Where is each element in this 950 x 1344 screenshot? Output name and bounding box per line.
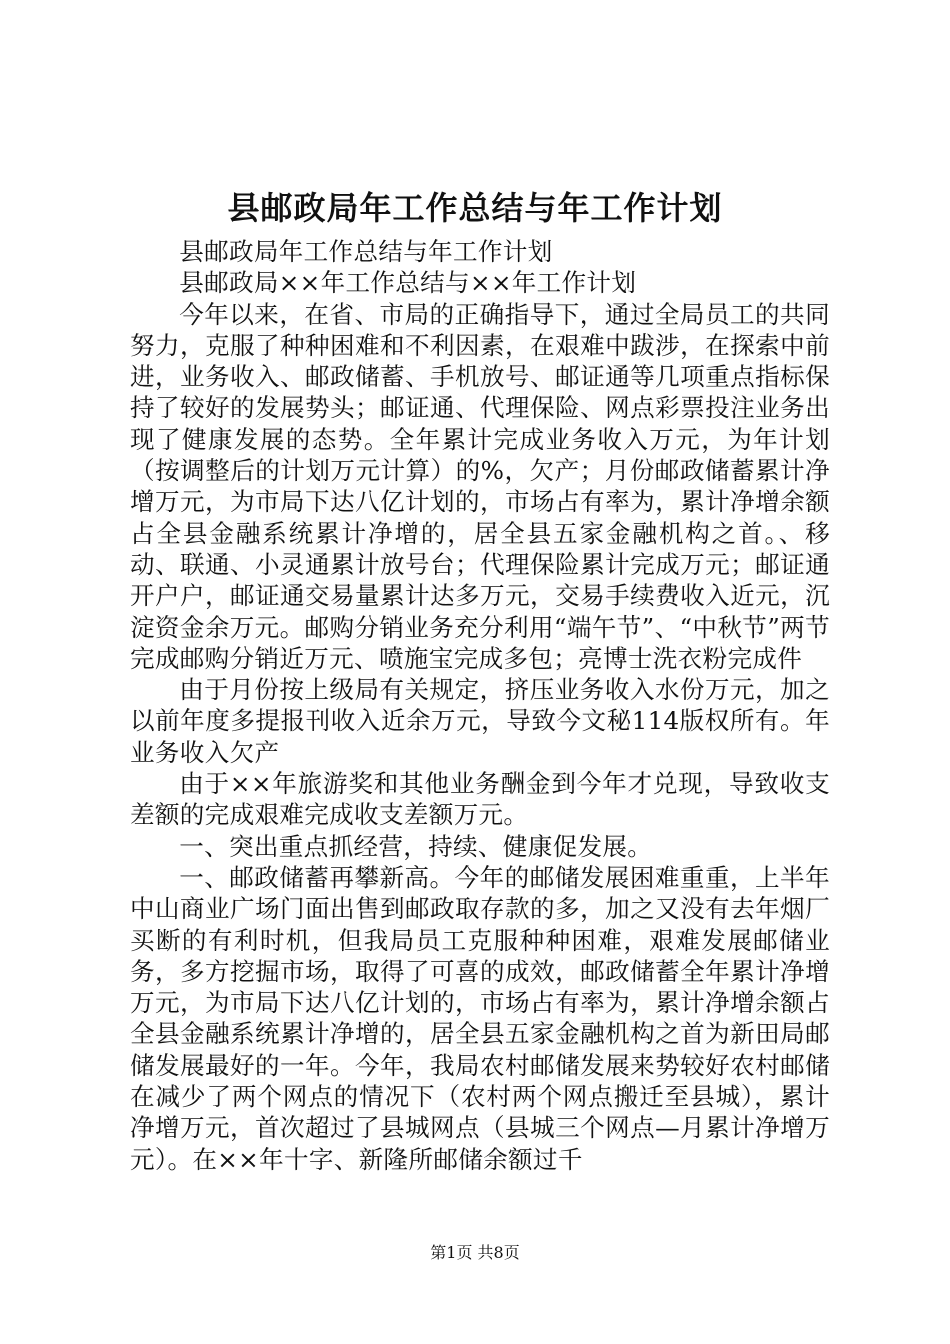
paragraph-balance-note: 由于××年旅游奖和其他业务酬金到今年才兑现，导致收支差额的完成艰难完成收支差额万元。 (130, 769, 830, 830)
section-heading: 一、突出重点抓经营，持续、健康促发展。 (179, 831, 653, 861)
paragraph-intro: 今年以来，在省、市局的正确指导下，通过全局员工的共同努力，克服了种种困难和不利因素，在艰难中跋涉，在探索中前进，业务收入、邮政储蓄、手机放号、邮证通等几项重点指标保持了较好的发展势头；邮证通、代理保险、网点彩票投注业务出现了健康发展的态势。全年累计完成业务收入万元，为年计划（按调整后的计划万元计算）的%，欠产；月份邮政储蓄累计净增万元，为市局下达八亿计划的，市场占有率为，累计净增余额占全县金融系统累计净增的，居全县五家金融机构之首。、移动、联通、小灵通累计放号台；代理保险累计完成万元；邮证通开户户，邮证通交易量累计达多万元，交易手续费收入近元，沉淀资金余万元。邮购分销业务充分利用“端午节”、“中秋节”两节完成邮购分销近万元、喷施宝完成多包；亮博士洗衣粉完成件 (130, 299, 830, 673)
page-footer: 第1页 共8页 (430, 1243, 520, 1262)
paragraph-savings: 一、邮政储蓄再攀新高。今年的邮储发展困难重重，上半年中山商业广场门面出售到邮政取存款的多，加之又没有去年烟厂买断的有利时机，但我局员工克服种种困难，艰难发展邮储业务，多方挖掘市场，取得了可喜的成效，邮政储蓄全年累计净增万元，为市局下达八亿计划的，市场占有率为，累计净增余额占全县金融系统累计净增的，居全县五家金融机构之首为新田局邮储发展最好的一年。今年，我局农村邮储发展来势较好农村邮储在减少了两个网点的情况下（农村两个网点搬迁至县城），累计净增万元，首次超过了县城网点（县城三个网点—月累计净增万元）。在××年十字、新隆所邮储余额过千 (130, 862, 830, 1174)
paragraph-subtitle: 县邮政局年工作总结与年工作计划 (179, 237, 553, 266)
paragraph-revenue-note: 由于月份按上级局有关规定，挤压业务收入水份万元，加之以前年度多提报刊收入近余万元，导致今文秘114版权所有。年业务收入欠产 (130, 675, 830, 767)
document-title: 县邮政局年工作总结与年工作计划 (227, 189, 723, 227)
paragraph-subtitle-full: 县邮政局××年工作总结与××年工作计划 (179, 268, 637, 298)
document-body (130, 236, 830, 1175)
